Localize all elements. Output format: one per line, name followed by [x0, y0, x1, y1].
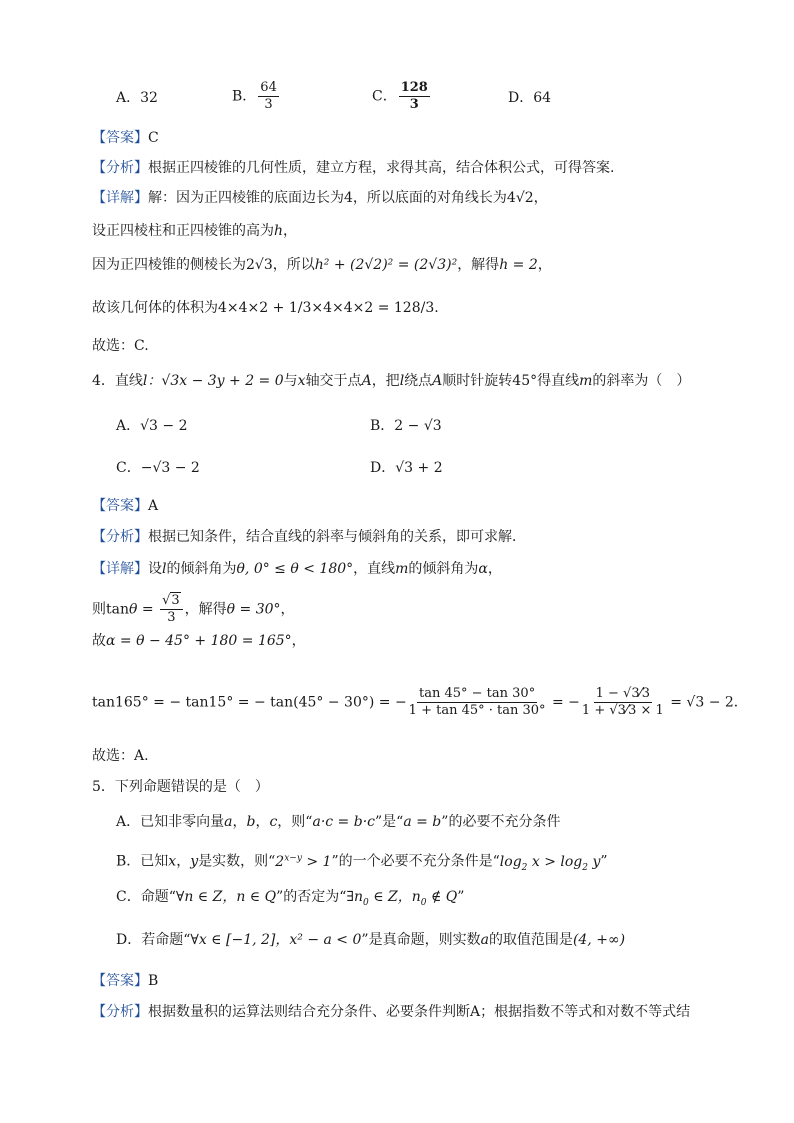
- q5-analysis: 【分析】根据数量积的运算法则结合充分条件、必要条件判断A；根据指数不等式和对数不等式结: [92, 1004, 691, 1020]
- q3-detail-line-4: 故该几何体的体积为4×4×2 + 1/3×4×4×2 = 128/3.: [92, 300, 439, 316]
- q3-analysis: 【分析】根据正四棱锥的几何性质，建立方程，求得其高，结合体积公式，可得答案.: [92, 160, 615, 176]
- q4-option-c: C．−√3 − 2: [116, 460, 200, 476]
- q3-detail-line-3: 因为正四棱锥的侧棱长为2√3，所以h² + (2√2)² = (2√3)²，解得h = 2，: [92, 257, 552, 273]
- q3-option-d: D．64: [508, 90, 552, 106]
- q3-option-a: A．32: [116, 90, 158, 106]
- q5-stem: 5．下列命题错误的是（ ）: [92, 779, 269, 795]
- q4-answer: 【答案】A: [92, 498, 159, 514]
- fraction: $\frac{64}{3}$: [260, 80, 277, 112]
- q5-answer: 【答案】B: [92, 973, 159, 989]
- q4-stem: 4．直线l：√3x − 3y + 2 = 0与x轴交于点A，把l绕点A顺时针旋转45°得直线m的斜率为（ ）: [92, 373, 691, 389]
- fraction: $\frac{√3}{3}$: [160, 593, 183, 626]
- q4-analysis: 【分析】根据已知条件，结合直线的斜率与倾斜角的关系，即可求解．: [92, 529, 526, 545]
- q4-option-d: D．√3 + 2: [370, 460, 443, 476]
- q3-detail-line-1: 【详解】解：因为正四棱锥的底面边长为4，所以底面的对角线长为4√2，: [92, 190, 548, 206]
- q4-detail-line-1: 【详解】设l的倾斜角为θ, 0° ≤ θ < 180°，直线m的倾斜角为α，: [92, 561, 502, 577]
- q5-option-d: D．若命题“∀x ∈ [−1, 2]，x² − a < 0”是真命题，则实数a的取值范围是(4, +∞): [116, 932, 626, 948]
- q3-choose: 故选：C.: [92, 338, 149, 354]
- fraction: $\frac{\tan 45^\circ - \tan 30^\circ}{1 + \tan 45^\circ \cdot \tan 30^\circ}$: [408, 686, 546, 718]
- q4-detail-line-2: 则tanθ = $\frac{√3}{3}$ ，解得θ = 30°，: [92, 593, 295, 625]
- q5-option-c: C．命题“∀n ∈ Z，n ∈ Q”的否定为“$\exists n_0$ ∈ Z，$n_0$ ∉ Q”: [116, 889, 465, 908]
- q4-choose: 故选：A.: [92, 748, 149, 764]
- q3-answer: 【答案】C: [92, 130, 159, 146]
- q3-option-c: C． $\frac{128}{3}$: [372, 80, 428, 112]
- q4-detail-line-4: tan165° = − tan15° = − tan(45° − 30°) = − $\frac{\tan 45^\circ - \tan 30^\circ}{1 + \tan 45^\circ \cdot \tan 30^\circ}$ = − $\frac{1 - √3⁄3}{1 + √3⁄3 \times 1}$ = √3 − 2．: [92, 686, 748, 718]
- q4-option-a: A．√3 − 2: [116, 418, 188, 434]
- fraction: $\frac{128}{3}$: [400, 80, 428, 112]
- q3-detail-line-2: 设正四棱柱和正四棱锥的高为h，: [92, 223, 298, 239]
- q5-option-a: A．已知非零向量a，b，c，则“a·c = b·c”是“a = b”的必要不充分条件: [116, 814, 561, 830]
- q4-detail-line-3: 故α = θ − 45° + 180 = 165°，: [92, 633, 306, 649]
- fraction: $\frac{1 - √3⁄3}{1 + √3⁄3 \times 1}$: [581, 686, 664, 718]
- q4-option-b: B．2 − √3: [370, 418, 442, 434]
- q3-option-b: B． $\frac{64}{3}$: [232, 80, 277, 112]
- q5-option-b: B．已知x，y是实数，则“$2^{x-y} > 1$”的一个必要不充分条件是“$\log_2$ $x > \log_2 y$”: [116, 853, 608, 873]
